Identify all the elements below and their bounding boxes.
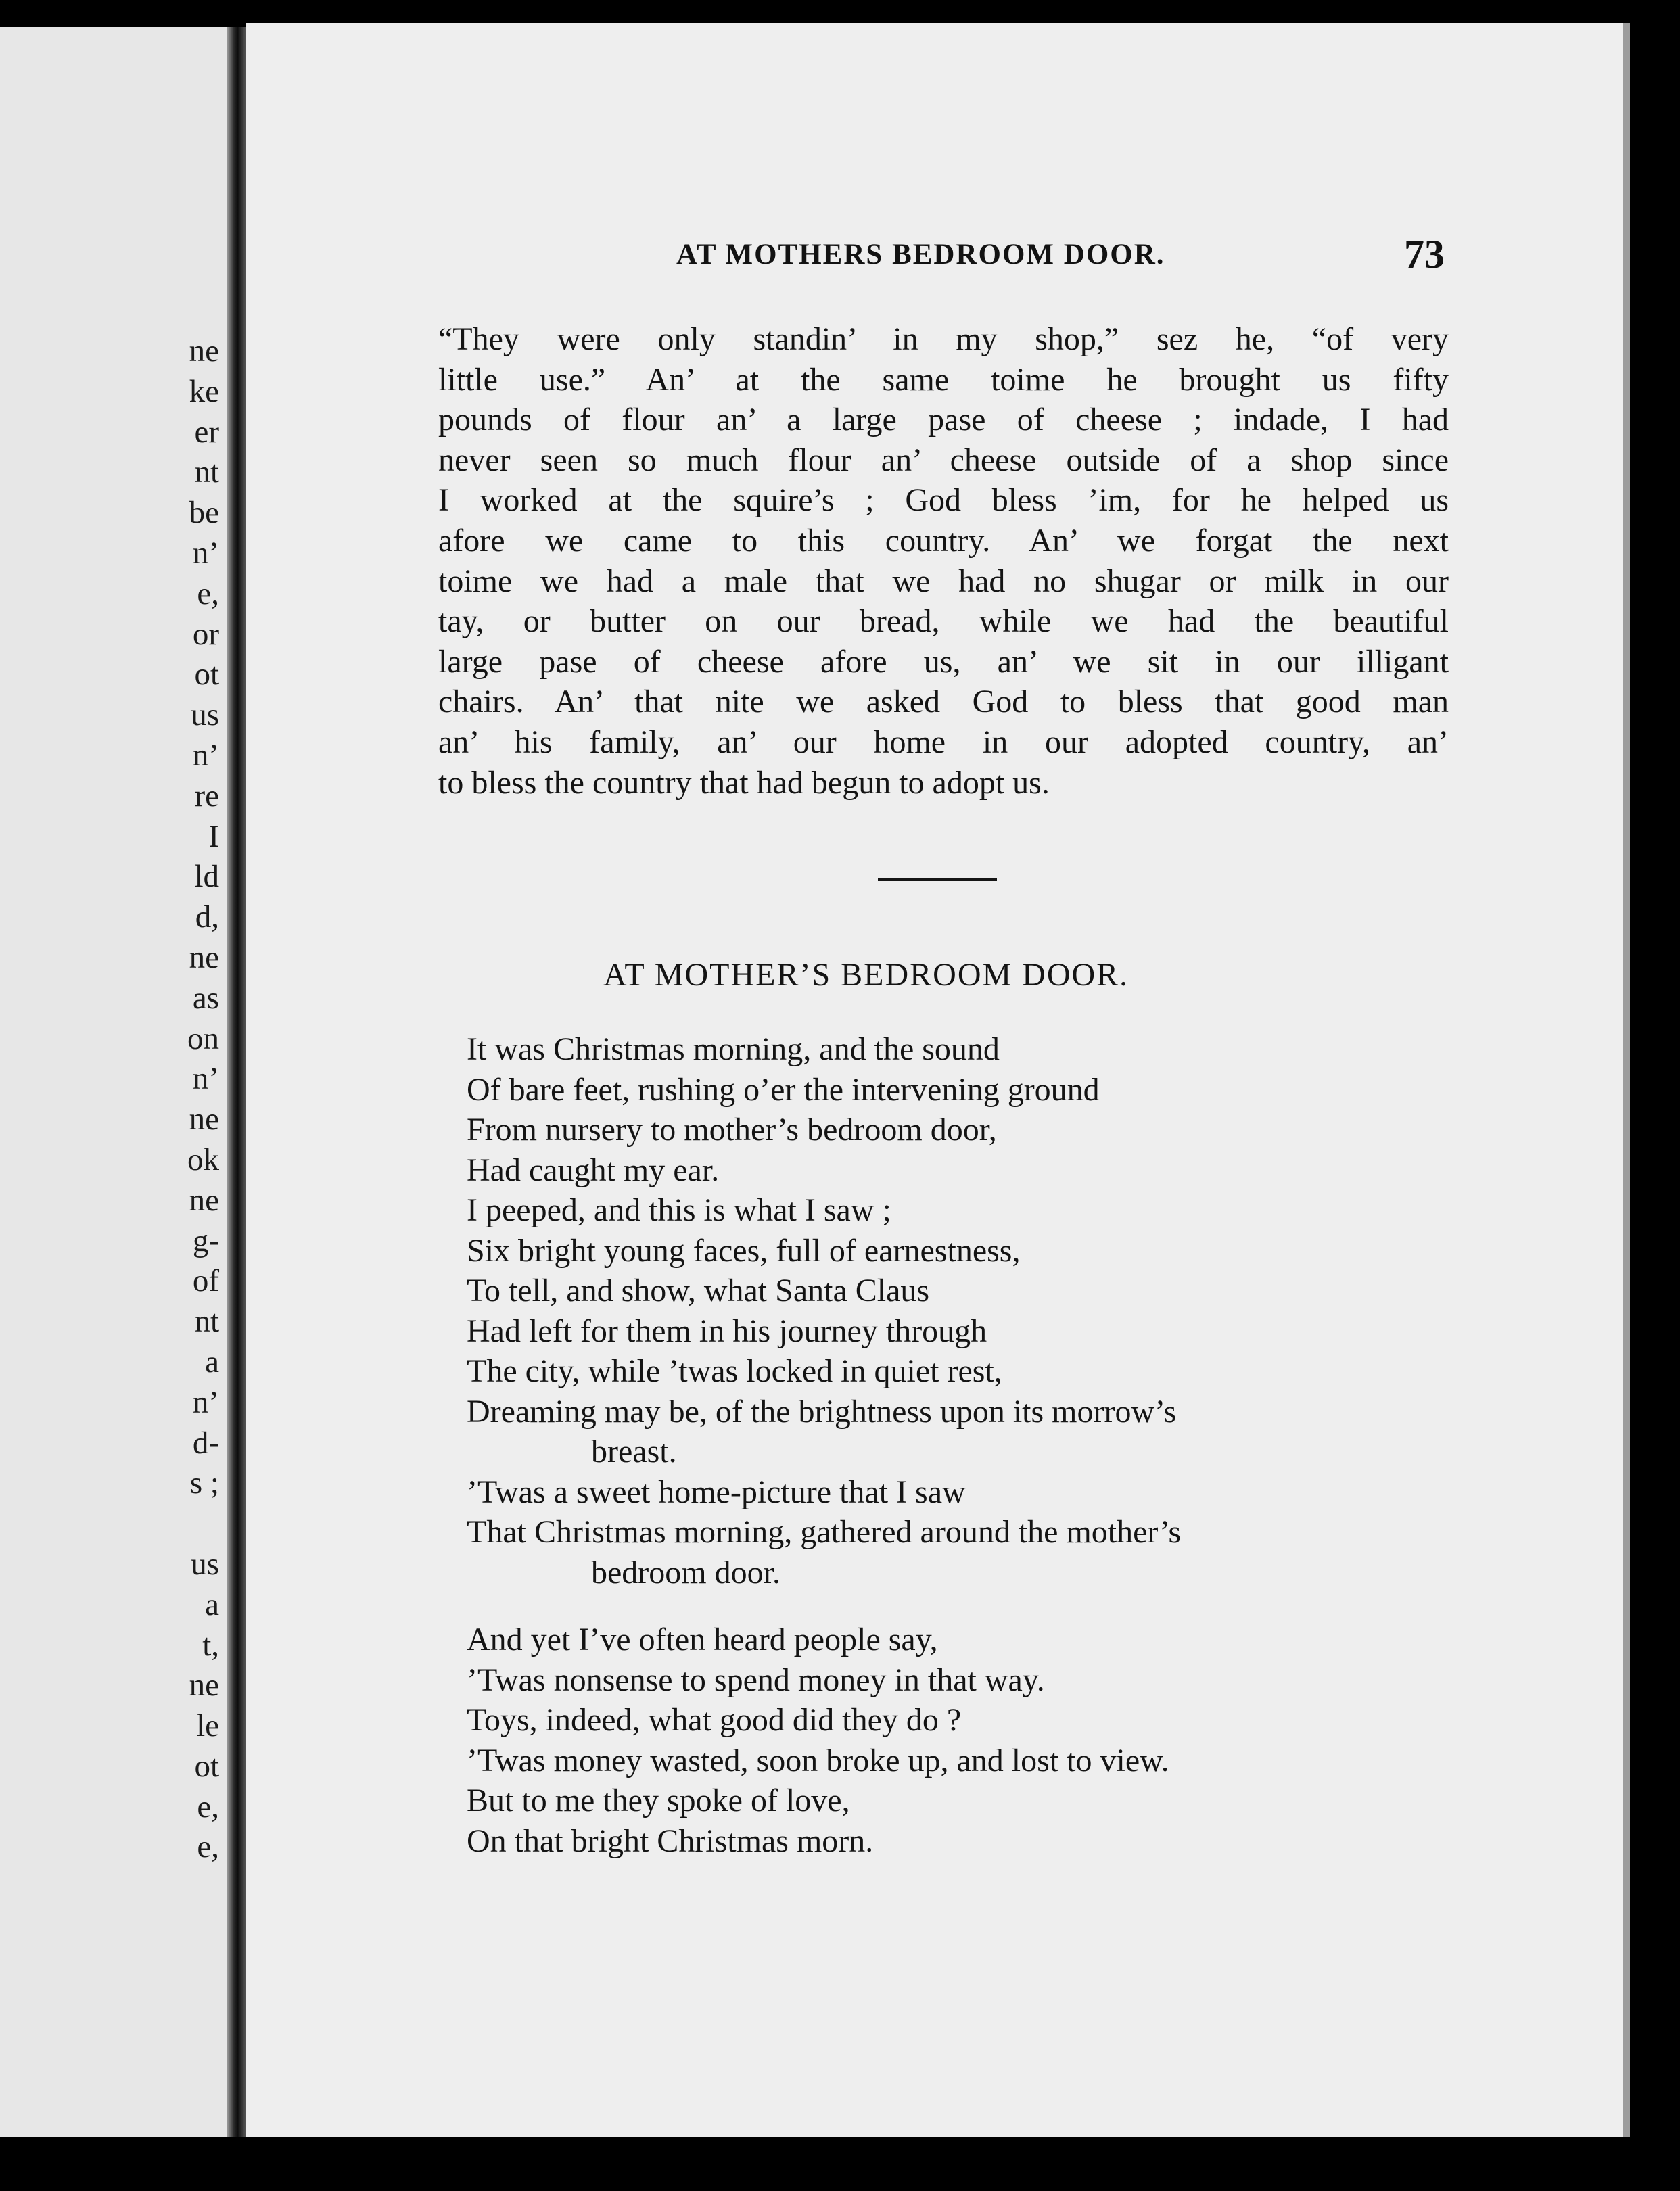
facing-page-fragment: ne (189, 939, 219, 975)
facing-page-fragment: ok (187, 1141, 219, 1177)
facing-page-fragment: a (205, 1586, 219, 1622)
facing-page-fragment: nt (194, 454, 219, 490)
facing-page-fragment: I (208, 818, 219, 854)
facing-page-fragment: be (189, 495, 219, 531)
facing-page-fragment: g- (192, 1223, 219, 1258)
poem-line: Six bright young faces, full of earnestness, (467, 1232, 1021, 1269)
facing-page-fragment: or (192, 616, 219, 652)
prose-line: toime we had a male that we had no shugar or milk in our (438, 563, 1449, 599)
facing-page-fragment: n’ (192, 535, 219, 571)
facing-page-fragment: e, (197, 575, 219, 611)
facing-page-fragment: re (194, 778, 219, 814)
facing-page-fragment: le (196, 1708, 219, 1744)
poem-line: ’Twas nonsense to spend money in that way. (467, 1662, 1045, 1698)
prose-line: afore we came to this country. An’ we forgat the next (438, 522, 1449, 559)
facing-page-fragment: ke (189, 373, 219, 409)
facing-page-fragment: s ; (189, 1465, 219, 1501)
prose-line: never seen so much flour an’ cheese outside of a shop since (438, 442, 1449, 478)
book-gutter (227, 27, 246, 2137)
facing-page-fragment: er (194, 414, 219, 450)
poem-line: The city, while ’twas locked in quiet rest, (467, 1353, 1002, 1389)
prose-line: to bless the country that had begun to adopt us. (438, 764, 1050, 801)
poem-line: To tell, and show, what Santa Claus (467, 1273, 930, 1309)
running-head: AT MOTHERS BEDROOM DOOR. (676, 239, 1165, 270)
poem-line: breast. (591, 1434, 677, 1469)
facing-page-fragment: nt (194, 1304, 219, 1340)
prose-line: pounds of flour an’ a large pase of cheese ; indade, I had (438, 402, 1449, 438)
prose-line: little use.” An’ at the same toime he brought us fifty (438, 361, 1449, 398)
stanza-break (467, 1593, 1454, 1620)
facing-page-fragment (187, 1504, 219, 1545)
facing-page-fragment: e, (197, 1789, 219, 1824)
facing-page-fragment: us (191, 697, 219, 733)
facing-page-fragment: n’ (192, 737, 219, 773)
facing-page-fragment: as (192, 980, 219, 1016)
facing-page-fragment: ne (189, 1182, 219, 1218)
poem-line: But to me they spoke of love, (467, 1783, 850, 1818)
poem-line: It was Christmas morning, and the sound (467, 1031, 1000, 1067)
facing-page-fragment: on (187, 1020, 219, 1056)
section-divider-rule (878, 878, 997, 881)
facing-page-fragment: d, (195, 899, 219, 935)
prose-line: large pase of cheese afore us, an’ we sit in our illigant (438, 643, 1449, 680)
prose-line: tay, or butter on our bread, while we had the beautiful (438, 603, 1449, 640)
prose-line: I worked at the squire’s ; God bless ’im, for he helped us (438, 482, 1449, 519)
page-edge-shadow (1623, 23, 1630, 2137)
page-number: 73 (1404, 232, 1445, 277)
poem-line: From nursery to mother’s bedroom door, (467, 1112, 997, 1148)
facing-page-fragment: ld (194, 859, 219, 895)
poem-line: I peeped, and this is what I saw ; (467, 1192, 891, 1228)
prose-line: an’ his family, an’ our home in our adopted country, an’ (438, 724, 1449, 760)
facing-page-fragment: us (191, 1546, 219, 1582)
poem-line: Had caught my ear. (467, 1152, 720, 1188)
facing-page-fragment: of (192, 1263, 219, 1299)
prose-line: chairs. An’ that nite we asked God to bless that good man (438, 684, 1449, 720)
facing-page-fragment: ne (189, 1102, 219, 1137)
facing-page-text-fragments (187, 331, 219, 1868)
facing-page-fragment: ne (189, 333, 219, 369)
prose-paragraph (438, 319, 1449, 803)
facing-page-fragment: t, (202, 1627, 219, 1663)
poem-line: Toys, indeed, what good did they do ? (467, 1702, 962, 1738)
facing-page-fragment: ne (189, 1668, 219, 1703)
facing-page-fragment: d- (192, 1425, 219, 1461)
poem-line: ’Twas a sweet home-picture that I saw (467, 1474, 966, 1510)
prose-line: “They were only standin’ in my shop,” sez he, “of very (438, 321, 1449, 357)
poem-line: That Christmas morning, gathered around the mother’s (467, 1514, 1182, 1550)
facing-page-fragment: n’ (192, 1384, 219, 1420)
poem-line: Had left for them in his journey through (467, 1313, 987, 1349)
poem-line: Of bare feet, rushing o’er the intervening ground (467, 1071, 1100, 1108)
poem-line: bedroom door. (591, 1554, 780, 1591)
poem-body (467, 1029, 1454, 1861)
poem-title: AT MOTHER’S BEDROOM DOOR. (603, 957, 1129, 993)
poem-line: And yet I’ve often heard people say, (467, 1622, 938, 1657)
facing-page (0, 27, 227, 2137)
poem-line: ’Twas money wasted, soon broke up, and lost to view. (467, 1742, 1169, 1778)
facing-page-fragment: ot (194, 657, 219, 692)
facing-page-fragment: a (205, 1344, 219, 1380)
facing-page-fragment: e, (197, 1829, 219, 1865)
facing-page-fragment: ot (194, 1748, 219, 1784)
poem-line: On that bright Christmas morn. (467, 1822, 874, 1859)
facing-page-fragment: n’ (192, 1061, 219, 1097)
poem-line: Dreaming may be, of the brightness upon its morrow’s (467, 1393, 1177, 1430)
